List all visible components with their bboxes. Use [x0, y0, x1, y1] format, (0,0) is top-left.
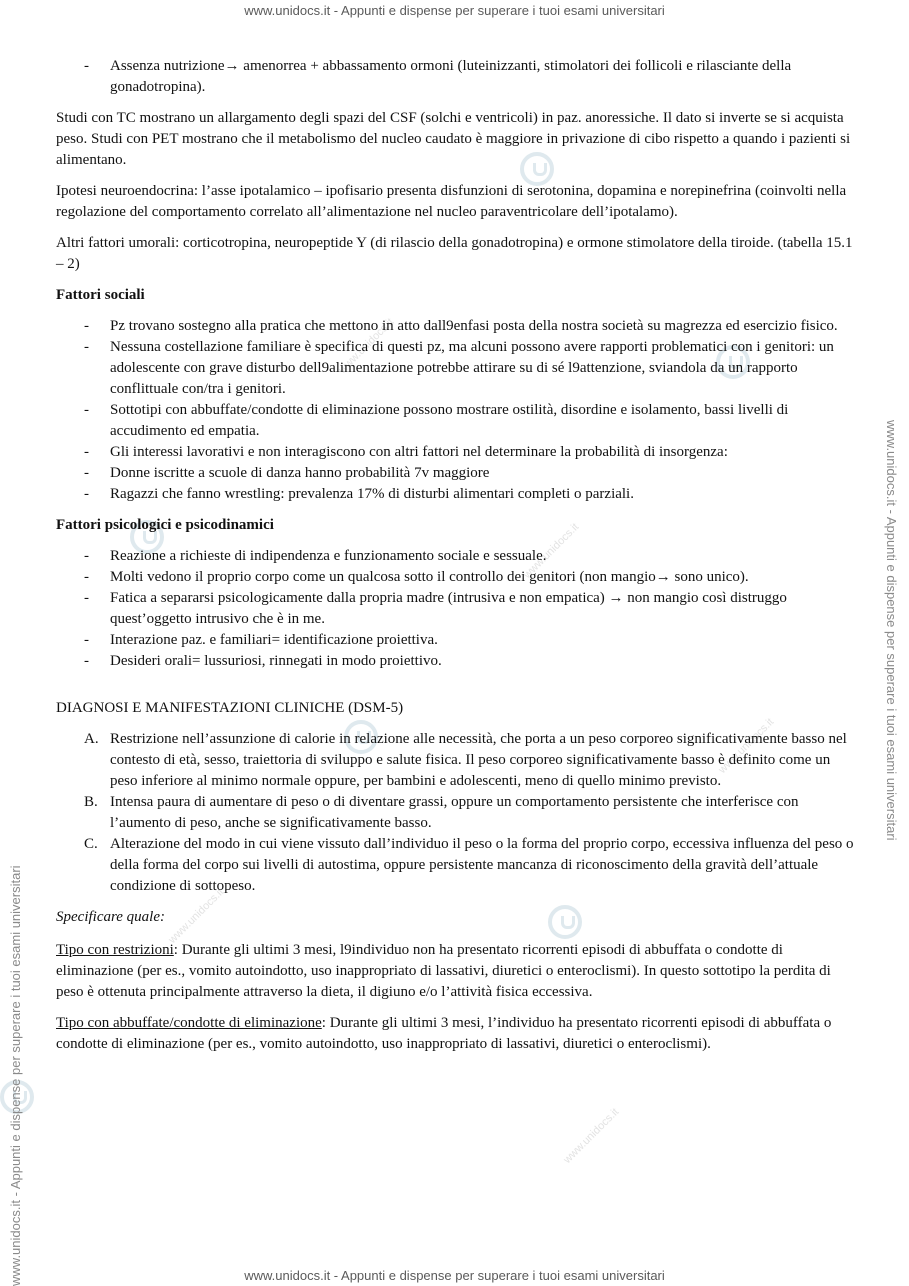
list-item-text: Interazione paz. e familiari= identificazione proiettiva. — [110, 632, 438, 648]
list-item: - Interazione paz. e familiari= identificazione proiettiva. — [84, 632, 438, 648]
section-heading-diagnosis: DIAGNOSI E MANIFESTAZIONI CLINICHE (DSM-5) — [56, 700, 404, 716]
list-item-text: Sottotipi con abbuffate/condotte di eliminazione possono mostrare ostilità, disordine e isolamento, bassi livelli di accudimento ed empatia. — [110, 402, 789, 439]
watermark-small: www.unidocs.it — [521, 521, 582, 581]
social-factors-list — [56, 316, 856, 505]
list-item-text: Donne iscritte a scuole di danza hanno probabilità 7v maggiore — [110, 465, 490, 481]
diagnostic-criteria-list — [56, 729, 856, 897]
psych-factors-list — [56, 546, 856, 672]
list-item-text: Pz trovano sostegno alla pratica che mettono in atto dall9enfasi posta della nostra società su magrezza ed esercizio fisico. — [110, 318, 838, 334]
list-item: - Desideri orali= lussuriosi, rinnegati in modo proiettivo. — [84, 653, 442, 669]
list-item: - Fatica a separarsi psicologicamente dalla propria madre (intrusiva e non empatica) → non mangio così distruggo quest’oggetto intrusivo che è in me. — [84, 590, 787, 627]
list-item-text: Desideri orali= lussuriosi, rinnegati in modo proiettivo. — [110, 653, 442, 669]
list-item: - Donne iscritte a scuole di danza hanno probabilità 7v maggiore — [84, 465, 490, 481]
list-item: - Gli interessi lavorativi e non interagiscono con altri fattori nel determinare la probabilità di insorgenza: — [84, 444, 728, 460]
criterion-letter: C. — [84, 836, 98, 852]
watermark-small: www.unidocs.it — [336, 316, 397, 376]
watermark-side-right: www.unidocs.it - Appunti e dispense per superare i tuoi esami universitari — [884, 420, 899, 841]
top-bullet-list — [56, 56, 856, 98]
subtype-restrictive-text: : Durante gli ultimi 3 mesi, l9individuo non ha presentato ricorrenti episodi di abbuffata o condotte di eliminazione (per es., vomito autoindotto, uso inappropriato di lassativi, diuretici o enteroclismi). In questo sottotipo la perdita di peso è ottenuta principalmente attraverso la dieta, il digiuno e/o l’attività fisica eccessiva. — [56, 942, 831, 1000]
subtype-binge-purge — [56, 1013, 856, 1055]
list-item: - Molti vedono il proprio corpo come un qualcosa sotto il controllo dei genitori (non mangio→ sono unico). — [84, 569, 749, 585]
paragraph: Studi con TC mostrano un allargamento degli spazi del CSF (solchi e ventricoli) in paz. anoressiche. Il dato si inverte se si acquista peso. Studi con PET mostrano che il metabolismo del nucleo caudato è maggiore in privazione di cibo rispetto a quando i pazienti si alimentano. — [56, 110, 851, 168]
document-page — [56, 56, 856, 1065]
paragraph: Ipotesi neuroendocrina: l’asse ipotalamico – ipofisario presenta disfunzioni di serotonina, dopamina e norepinefrina (coinvolti nella regolazione del comportamento correlato all’alimentazione nel nucleo paraventricolare dell’ipotalamo). — [56, 183, 847, 220]
watermark-footer: www.unidocs.it - Appunti e dispense per superare i tuoi esami universitari — [244, 1268, 665, 1283]
criterion-item — [56, 792, 856, 834]
list-item-text: Gli interessi lavorativi e non interagiscono con altri fattori nel determinare la probabilità di insorgenza: — [110, 444, 728, 460]
list-item: - Pz trovano sostegno alla pratica che mettono in atto dall9enfasi posta della nostra società su magrezza ed esercizio fisico. — [84, 318, 838, 334]
section-heading-psych: Fattori psicologici e psicodinamici — [56, 517, 274, 533]
list-item-text: Fatica a separarsi psicologicamente dalla propria madre (intrusiva e non empatica) → non mangio così distruggo quest’oggetto intrusivo che è in me. — [110, 590, 787, 627]
criterion-letter: A. — [84, 731, 99, 747]
subtype-binge-purge-text: : Durante gli ultimi 3 mesi, l’individuo ha presentato ricorrenti episodi di abbuffata o condotte di eliminazione (per es., vomito autoindotto, uso inappropriato di lassativi, diuretici o enteroclismi). — [56, 1015, 832, 1052]
list-item: - Reazione a richieste di indipendenza e funzionamento sociale e sessuale. — [84, 548, 547, 564]
criterion-text: Restrizione nell’assunzione di calorie in relazione alle necessità, che porta a un peso corporeo significativamente basso nel contesto di età, sesso, traiettoria di sviluppo e salute fisica. Il peso corporeo significativamente basso è definito come un peso inferiore al minimo normale oppure, per bambini e adolescenti, meno di quello minimo previsto. — [110, 731, 847, 789]
list-item: - Nessuna costellazione familiare è specifica di questi pz, ma alcuni possono avere rapporti problematici con i genitori: un adolescente con grave disturbo dell9alimentazione potrebbe attirare su di sé l9attenzione, sviandola da un rapporto conflittuale con/tra i genitori. — [84, 339, 834, 397]
criterion-letter: B. — [84, 794, 98, 810]
criterion-text: Intensa paura di aumentare di peso o di diventare grassi, oppure un comportamento persistente che interferisce con l’aumento di peso, anche se significativamente basso. — [110, 794, 799, 831]
criterion-text: Alterazione del modo in cui viene vissuto dall’individuo il peso o la forma del proprio corpo, eccessiva influenza del peso o della forma del corpo sui livelli di autostima, oppure persistente mancanza di riconoscimento della gravità dell’attuale condizione di sottopeso. — [110, 836, 854, 894]
paragraph: Altri fattori umorali: corticotropina, neuropeptide Y (di rilascio della gonadotropina) e ormone stimolatore della tiroide. (tabella 15.1 – 2) — [56, 235, 853, 272]
list-item-text: Nessuna costellazione familiare è specifica di questi pz, ma alcuni possono avere rapporti problematici con i genitori: un adolescente con grave disturbo dell9alimentazione potrebbe attirare su di sé l9attenzione, sviandola da un rapporto conflittuale con/tra i genitori. — [110, 339, 834, 397]
watermark-small: www.unidocs.it — [716, 716, 777, 776]
criterion-item — [56, 729, 856, 792]
watermark-header: www.unidocs.it - Appunti e dispense per superare i tuoi esami universitari — [244, 3, 665, 18]
list-item-text: Assenza nutrizione→ amenorrea + abbassamento ormoni (luteinizzanti, stimolatori dei follicoli e rilasciante della gonadotropina). — [110, 58, 792, 95]
section-heading-social: Fattori sociali — [56, 287, 145, 303]
list-item-text: Molti vedono il proprio corpo come un qualcosa sotto il controllo dei genitori (non mangio→ sono unico). — [110, 569, 749, 585]
subtype-binge-purge-label: Tipo con abbuffate/condotte di eliminazione — [56, 1015, 322, 1031]
watermark-small: www.unidocs.it — [561, 1106, 622, 1166]
list-item-text: Reazione a richieste di indipendenza e funzionamento sociale e sessuale. — [110, 548, 547, 564]
list-item-text: Ragazzi che fanno wrestling: prevalenza 17% di disturbi alimentari completi o parziali. — [110, 486, 634, 502]
criterion-item — [56, 834, 856, 897]
subtype-restrictive-label: Tipo con restrizioni — [56, 942, 174, 958]
specify-label: Specificare quale: — [56, 909, 165, 925]
watermark-small: www.unidocs.it — [166, 886, 227, 946]
list-item: - Sottotipi con abbuffate/condotte di eliminazione possono mostrare ostilità, disordine e isolamento, bassi livelli di accudimento ed empatia. — [84, 402, 789, 439]
watermark-side-left: www.unidocs.it - Appunti e dispense per superare i tuoi esami universitari — [8, 865, 23, 1286]
subtype-restrictive — [56, 940, 856, 1003]
list-item: - Ragazzi che fanno wrestling: prevalenza 17% di disturbi alimentari completi o parziali. — [84, 486, 634, 502]
list-item: - Assenza nutrizione→ amenorrea + abbassamento ormoni (luteinizzanti, stimolatori dei follicoli e rilasciante della gonadotropina). — [84, 58, 792, 95]
